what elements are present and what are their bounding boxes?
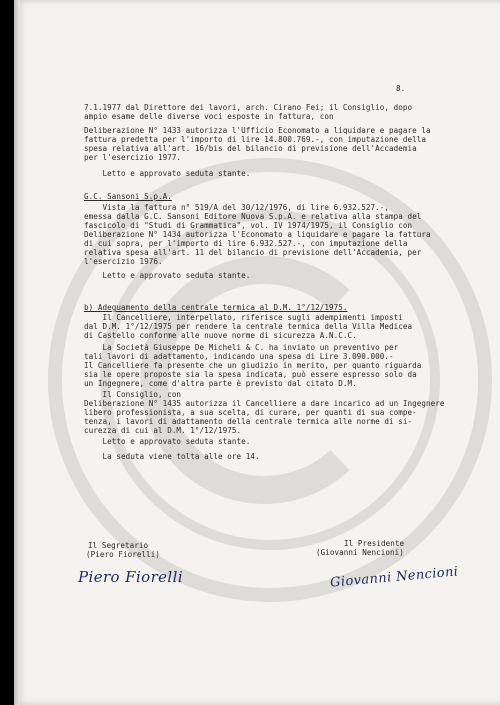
- body-line: fattura predetta per l'importo di lire 14.800.769.-, con imputazione della: [84, 135, 427, 144]
- secretary-name: (Piero Fiorelli): [86, 550, 160, 559]
- body-line: ampio esame delle diverse voci esposte in fattura, con: [84, 112, 334, 121]
- body-line: Deliberazione N° 1433 autorizza l'Ufficio Economato a liquidare e pagare la: [84, 126, 431, 135]
- president-signature: Giovanni Nencioni: [329, 564, 459, 591]
- body-line: curezza di cui al D.M. 1°/12/1975.: [84, 426, 242, 435]
- body-line: Il Cancelliere, interpellato, riferisce sugli adempimenti imposti: [84, 313, 403, 322]
- page-binding-shadow: [14, 0, 20, 705]
- body-line: La seduta viene tolta alle ore 14.: [84, 452, 260, 461]
- body-line: sia le opere proposte sia la spesa indicata, può essere espresso solo da: [84, 370, 417, 379]
- body-line: per l'esercizio 1977.: [84, 153, 182, 162]
- body-line: un Ingegnere, come d'altra parte è previsto dal citato D.M.: [84, 379, 357, 388]
- body-line: relativa spesa all'art. 11 del bilancio di previsione dell'Accademia, per: [84, 248, 422, 257]
- page-number: 8.: [396, 84, 406, 93]
- president-name: (Giovanni Nencioni): [316, 548, 404, 557]
- secretary-title: Il Segretario: [88, 541, 149, 550]
- body-line: Deliberazione N° 1434 autorizza l'Economato a liquidare e pagare la fattura: [84, 230, 431, 239]
- secretary-signature: Piero Fiorelli: [78, 568, 184, 586]
- body-line: Deliberazione N° 1435 autorizza il Cancelliere a dare incarico ad un Ingegnere: [84, 399, 445, 408]
- body-line: tali lavori di adattamento, indicando una spesa di Lire 3.090.000.-: [84, 352, 394, 361]
- body-line: dal D.M. 1°/12/1975 per rendere la centrale termica della Villa Medicea: [84, 322, 413, 331]
- body-line: b) Adeguamento della centrale termica al D.M. 1°/12/1975.: [84, 303, 348, 312]
- body-line: di Castello conforme alle nuove norme di sicurezza A.N.C.C.: [84, 331, 357, 340]
- body-line: libero professionista, a sua scelta, di curare, per quanti di sua compe-: [84, 408, 417, 417]
- body-line: Il Consiglio, con: [84, 390, 182, 399]
- body-line: G.C. Sansoni S.p.A.: [84, 192, 172, 201]
- body-line: fascicolo di "Studi di Grammatica", vol. IV 1974/1975, il Consiglio con: [84, 221, 413, 230]
- body-line: Letto e approvato seduta stante.: [84, 169, 251, 178]
- body-line: spesa relativa all'art. 16/bis del bilancio di previsione dell'Accademia: [84, 144, 417, 153]
- body-line: Vista la fattura n° 519/A del 30/12/1976, di lire 6.932.527.-,: [84, 203, 390, 212]
- body-line: 7.1.1977 dal Direttore dei lavori, arch. Cirano Fei; il Consiglio, dopo: [84, 103, 413, 112]
- body-line: Letto e approvato seduta stante.: [84, 437, 251, 446]
- body-line: di cui sopra, per l'importo di lire 6.932.527.-, con imputazione della: [84, 239, 408, 248]
- body-line: Letto e approvato seduta stante.: [84, 271, 251, 280]
- body-line: emessa dalla G.C. Sansoni Editore Nuova S.p.A. e relativa alla stampa del: [84, 212, 422, 221]
- body-line: Il Cancelliere fa presente che un giudizio in merito, per quanto riguarda: [84, 361, 422, 370]
- president-title: Il Presidente: [344, 539, 405, 548]
- body-line: l'esercizio 1976.: [84, 257, 163, 266]
- body-line: tenza, i lavori di adattamento della centrale termica alle norme di si-: [84, 417, 413, 426]
- body-line: La Società Giuseppe De Micheli & C. ha inviato un preventivo per: [84, 343, 399, 352]
